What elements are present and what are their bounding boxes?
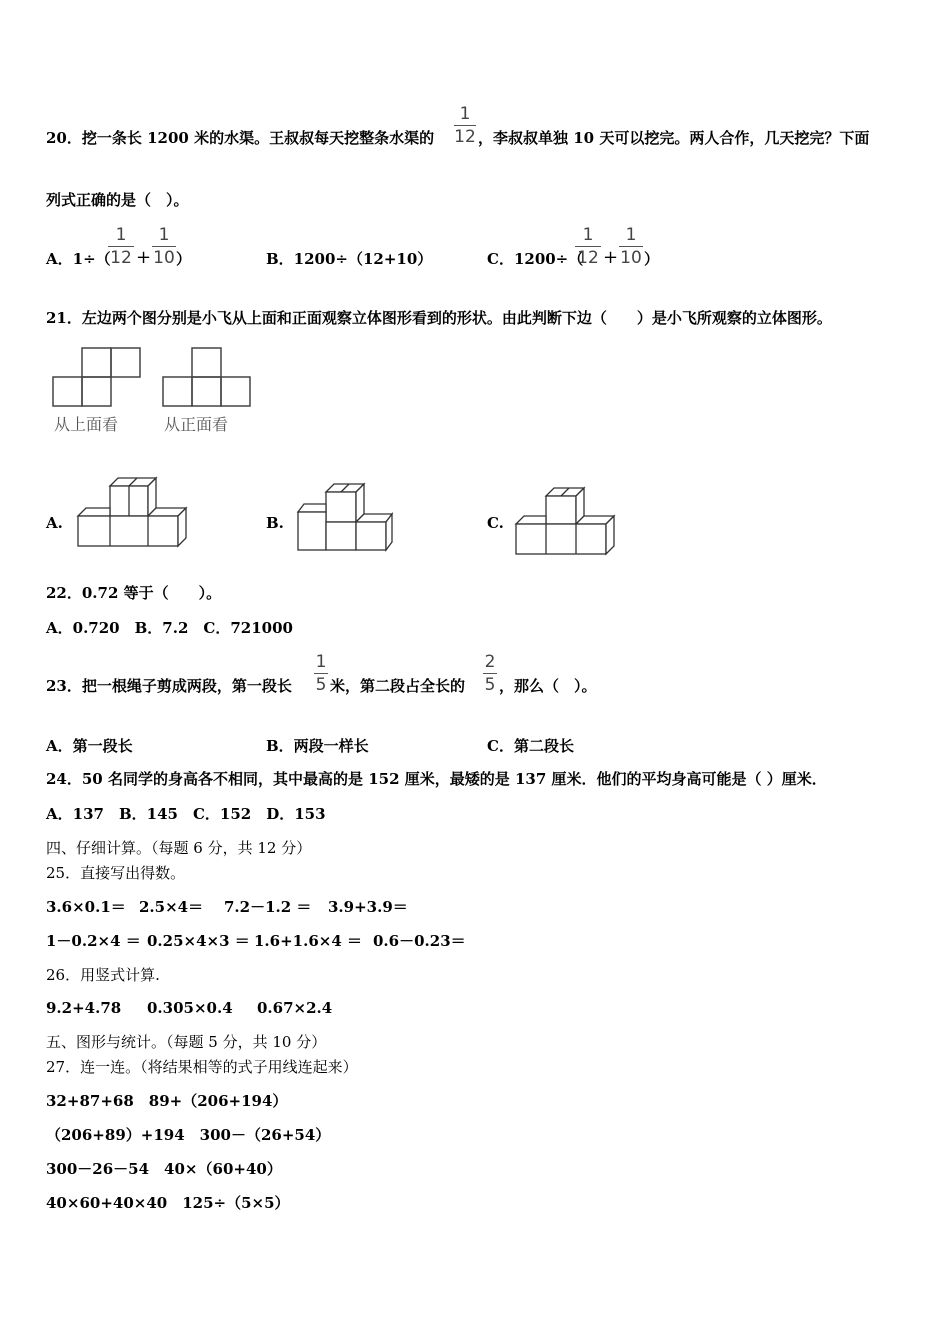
q24-text: 24．50 名同学的身高各不相同，其中最高的是 152 厘米，最矮的是 137 厘米．他们的平均身高可能是（ ）厘米． xyxy=(46,770,827,788)
q25-title: 25．直接写出得数。 xyxy=(46,864,186,882)
q25-expression: 7.2－1.2 ＝ xyxy=(224,898,312,916)
q25-expression: 1.6+1.6×4 ＝ xyxy=(254,932,362,950)
q22-options: A．0.720 B．7.2 C．721000 xyxy=(46,619,293,637)
q20-option-a-start: A．1÷（ xyxy=(46,250,111,268)
q20-option-a-fraction-1 xyxy=(108,225,134,268)
q21-caption-top: 从上面看 xyxy=(54,415,119,434)
q23-fraction-1-denominator: 5 xyxy=(315,675,327,695)
q20-option-c-fraction-2 xyxy=(619,225,643,268)
section-4-heading: 四、仔细计算。（每题 6 分，共 12 分） xyxy=(46,839,312,857)
q20-option-c-start: C．1200÷（ xyxy=(487,250,584,268)
q21-front-view-figure xyxy=(158,345,258,437)
q20-option-c-fraction-2-numerator: 1 xyxy=(625,225,637,245)
q20-option-a-fraction-2 xyxy=(152,225,176,268)
q20-option-c-plus: + xyxy=(603,247,619,268)
q26-title: 26．用竖式计算. xyxy=(46,966,160,984)
q20-option-a-fraction-1-denominator: 12 xyxy=(110,248,132,268)
q21-option-b-figure xyxy=(296,482,396,554)
q21-caption-front: 从正面看 xyxy=(164,415,229,434)
q20-option-a-fraction-2-denominator: 10 xyxy=(153,248,175,268)
q26-item: 0.67×2.4 xyxy=(257,999,333,1017)
q21-option-b-label: B. xyxy=(266,514,284,532)
q20-fraction-numerator: 1 xyxy=(459,104,471,124)
q20-option-c-close: ） xyxy=(644,250,660,268)
q21-top-view-figure xyxy=(48,345,148,437)
q25-expression: 3.6×0.1＝ xyxy=(46,898,126,916)
q27-row: 300－26－54 40×（60+40） xyxy=(46,1160,282,1178)
section-5-heading: 五、图形与统计。（每题 5 分，共 10 分） xyxy=(46,1033,327,1051)
q20-fraction xyxy=(454,104,476,147)
q21-option-c-figure xyxy=(514,486,618,558)
q23-text-middle: 米，第二段占全长的 xyxy=(330,677,466,695)
q23-text-start: 23．把一根绳子剪成两段，第一段长 xyxy=(46,677,292,695)
q20-option-a-close: ） xyxy=(176,250,192,268)
q27-title: 27．连一连。（将结果相等的式子用线连起来） xyxy=(46,1058,358,1076)
q20-option-b: B．1200÷（12+10） xyxy=(266,250,433,268)
q23-option-c: C．第二段长 xyxy=(487,737,574,755)
q25-expression: 0.25×4×3 ＝ xyxy=(147,932,250,950)
q20-line1-start: 20．挖一条长 1200 米的水渠。王叔叔每天挖整条水渠的 xyxy=(46,129,435,147)
q26-item: 0.305×0.4 xyxy=(147,999,233,1017)
q23-fraction-2-numerator: 2 xyxy=(484,652,496,672)
q20-option-c-fraction-1-denominator: 12 xyxy=(577,248,599,268)
q23-text-end: ，那么（ ）。 xyxy=(499,677,597,695)
q20-option-a-fraction-2-numerator: 1 xyxy=(158,225,170,245)
q20-option-c-fraction-1 xyxy=(575,225,601,268)
q25-expression: 0.6－0.23＝ xyxy=(373,932,466,950)
q27-row: 40×60+40×40 125÷（5×5） xyxy=(46,1194,290,1212)
q27-row: 32+87+68 89+（206+194） xyxy=(46,1092,288,1110)
q20-line2: 列式正确的是（ ）。 xyxy=(46,191,189,209)
q20-option-c-fraction-2-denominator: 10 xyxy=(620,248,642,268)
q20-option-c-fraction-1-numerator: 1 xyxy=(582,225,594,245)
q25-expression: 2.5×4＝ xyxy=(139,898,204,916)
q20-option-a-plus: + xyxy=(136,247,152,268)
q23-fraction-2 xyxy=(483,652,497,695)
q20-line1-end: ，李叔叔单独 10 天可以挖完。两人合作，几天挖完？下面 xyxy=(478,129,870,147)
q27-row: （206+89）+194 300－（26+54） xyxy=(46,1126,331,1144)
q23-option-a: A．第一段长 xyxy=(46,737,133,755)
q25-expression: 3.9+3.9＝ xyxy=(328,898,408,916)
q21-option-a-label: A. xyxy=(46,514,63,532)
q26-item: 9.2+4.78 xyxy=(46,999,122,1017)
q23-fraction-1 xyxy=(314,652,328,695)
q22-text: 22．0.72 等于（ ）。 xyxy=(46,584,222,602)
q23-option-b: B．两段一样长 xyxy=(266,737,369,755)
q21-option-a-figure xyxy=(76,474,188,556)
q23-fraction-1-numerator: 1 xyxy=(315,652,327,672)
q20-fraction-denominator: 12 xyxy=(454,127,476,147)
q23-fraction-2-denominator: 5 xyxy=(484,675,496,695)
q25-expression: 1－0.2×4 ＝ xyxy=(46,932,141,950)
q24-options: A．137 B．145 C．152 D．153 xyxy=(46,805,326,823)
q20-option-a-fraction-1-numerator: 1 xyxy=(115,225,127,245)
q21-option-c-label: C. xyxy=(487,514,504,532)
q21-text: 21．左边两个图分别是小飞从上面和正面观察立体图形看到的形状。由此判断下边（ ）是小飞所观察的立体图形。 xyxy=(46,309,832,327)
